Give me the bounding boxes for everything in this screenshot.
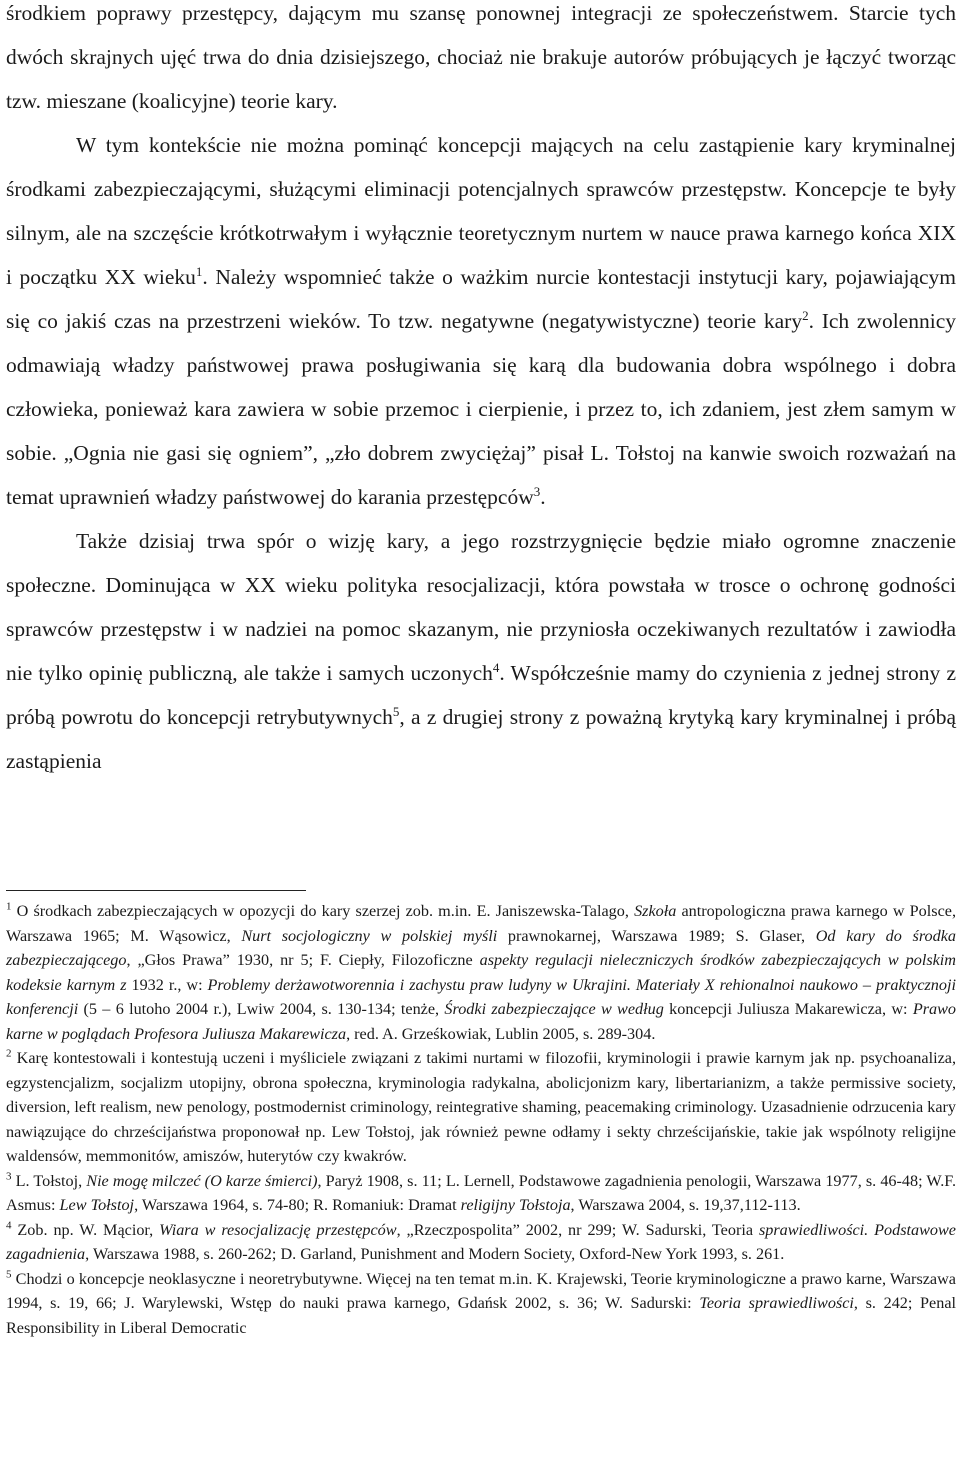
footnote-4-text: Zob. np. W. Mącior, (11, 1220, 160, 1239)
paragraph-2 (6, 123, 956, 519)
paragraph-1-text: środkiem poprawy przestępcy, dającym mu szansę ponownej integracji ze społeczeństwem. Starcie tych dwóch skrajnych ujęć trwa do dnia dzisiejszego, chociaż nie brakuje autorów próbujących je łączyć tworząc tzw. mieszane (koalicyjne) teorie kary. (6, 1, 956, 113)
paragraph-2-text-b: . Należy wspomnieć także o ważkim nurcie kontestacji instytucji kary, pojawiającym się co jakiś czas na przestrzeni wieków. To tzw. negatywne (negatywistyczne) teorie kary (6, 265, 957, 333)
paragraph-3-text-a: Także dzisiaj trwa spór o wizję kary, a jego rozstrzygnięcie będzie miało ogromne znaczenie społeczne. Dominująca w XX wieku polityka resocjalizacji, która powstała w trosce o ochronę godności sprawców przestępstw i w nadziei na pomoc skazanym, nie przyniosła oczekiwanych rezultatów i zawiodła nie tylko opinię publiczną, ale także i samych uczonych (6, 529, 956, 685)
footnote-5-title: Teoria sprawiedliwości (699, 1294, 854, 1312)
footnote-ref-3[interactable]: 3 (533, 483, 541, 499)
footnote-3-text: , Paryż 1908, s. 11; L. Lernell, Podstawowe zagadnienia penologii, Warszawa 1977, s. 46-48; W.F. Asmus: (6, 1171, 956, 1214)
footnote-3-title: religijny Tołstoja (460, 1196, 571, 1214)
footnote-3-text: L. Tołstoj, (11, 1171, 87, 1190)
footnote-1-number: 1 (6, 900, 12, 913)
footnote-4-number: 4 (6, 1219, 12, 1232)
footnote-1-text: , „Głos Prawa” 1930, nr 5; F. Ciepły, Filozoficzne (126, 951, 480, 969)
footnote-4-title: Wiara w resocjalizację przestępców (159, 1220, 397, 1239)
footnote-1-title: Nurt socjologiczny w polskiej myśli (241, 926, 498, 945)
footnote-1-title: Szkoła (634, 902, 677, 920)
footnote-ref-5[interactable]: 5 (392, 703, 400, 719)
footnote-1 (6, 899, 956, 1046)
paragraph-1 (6, 0, 956, 123)
footnote-5 (6, 1267, 956, 1341)
footnote-4-text: , Warszawa 1988, s. 260-262; D. Garland, Punishment and Modern Society, Oxford-New York 1993, s. 261. (85, 1245, 785, 1263)
footnote-1-title: Problemy derżawotworennia i zachystu praw ludyny w Ukrajini. Materiały X rehionalnoi naukowo – praktycznoji konferencji (6, 975, 956, 1018)
footnote-ref-4[interactable]: 4 (492, 659, 500, 675)
footnotes (6, 899, 956, 1340)
footnote-3-text: , Warszawa 2004, s. 19,37,112-113. (570, 1196, 801, 1214)
footnote-1-text: , red. A. Grześkowiak, Lublin 2005, s. 289-304. (346, 1024, 656, 1043)
main-text (6, 0, 956, 783)
document-page (6, 0, 957, 1337)
footnote-5-text: , s. 242; Penal Responsibility in Liberal Democratic (6, 1294, 956, 1337)
footnote-1-title: Środki zabezpieczające w według (444, 1000, 664, 1018)
footnote-ref-2[interactable]: 2 (802, 307, 809, 323)
paragraph-2-text-c: . Ich zwolennicy odmawiają władzy państwowej prawa posługiwania się karą dla budowania dobra wspólnego i dobra człowieka, ponieważ kara zawiera w sobie przemoc i cierpienie, i przez to, ich zdaniem, jest złem samym w sobie. „Ognia nie gasi się ogniem”, „zło dobrem zwyciężaj” pisał L. Tołstoj na kanwie swoich rozważań na temat uprawnień władzy państwowej do karania przestępców (6, 309, 956, 509)
footnote-1-title: Od kary do środka zabezpieczającego (6, 926, 956, 969)
paragraph-2-text-a: W tym kontekście nie można pominąć koncepcji mających na celu zastąpienie kary kryminalnej środkami zabezpieczającymi, służącymi eliminacji potencjalnych sprawców przestępstw. Koncepcje te były silnym, ale na szczęście krótkotrwałym i wyłącznie teoretycznym nurtem w nauce prawa karnego końca XIX i początku XX wieku (6, 133, 956, 289)
footnote-3 (6, 1169, 956, 1218)
paragraph-3-text-b: . Współcześnie mamy do czynienia z jednej strony z próbą powrotu do koncepcji retrybutywnych (6, 661, 957, 729)
footnote-3-title: Lew Tołstoj (59, 1196, 135, 1214)
footnote-4-title: sprawiedliwości. Podstawowe zagadnienia (6, 1220, 956, 1263)
footnote-3-number: 3 (6, 1170, 12, 1183)
footnote-1-title: Prawo karne w poglądach Profesora Juliusza Makarewicza (6, 1000, 957, 1043)
footnote-1-text: 1932 r., w: (126, 975, 208, 994)
footnote-ref-1[interactable]: 1 (195, 263, 203, 279)
footnote-1-text: antropologiczna prawa karnego w Polsce, Warszawa 1965; M. Wąsowicz, (6, 902, 956, 945)
footnote-5-number: 5 (6, 1268, 12, 1281)
paragraph-3 (6, 519, 956, 783)
footnote-3-text: , Warszawa 1964, s. 74-80; R. Romaniuk: Dramat (134, 1196, 461, 1214)
footnote-separator (6, 890, 306, 891)
footnote-2-text: Karę kontestowali i kontestują uczeni i myśliciele związani z takimi nurtami w filozofii, kryminologii i prawie karnym jak np. psychoanaliza, egzystencjalizm, socjalizm utopijny, obrona społeczna, kryminologia radykalna, abolicjonizm kary, libertarianizm, a także permissive society, diversion, left realism, new penology, postmodernist criminology, reintegrative shaming, peacemaking criminology. Uzasadnienie odrzucenia kary nawiązujące do chrześcijaństwa proponował np. Lew Tołstoj, jak również pewne odłamy i sekty chrześcijańskie, takie jak wspólnoty religijne waldensów, memmonitów, amiszów, huterytów czy kwakrów. (6, 1049, 956, 1165)
footnote-1-text: O środkach zabezpieczających w opozycji do kary szerzej zob. m.in. E. Janiszewska-Talago, (11, 902, 635, 920)
footnote-1-text: prawnokarnej, Warszawa 1989; S. Glaser, (497, 926, 816, 945)
footnote-4 (6, 1218, 956, 1267)
footnote-1-title: aspekty regulacji nieleczniczych środków zabezpieczających w polskim kodeksie karnym z (6, 951, 956, 994)
footnote-3-title: Nie mogę milczeć (O karze śmierci) (86, 1171, 318, 1190)
footnote-1-text: koncepcji Juliusza Makarewicza, w: (663, 1000, 913, 1018)
paragraph-2-text-d: . (540, 485, 546, 509)
footnote-5-text: Chodzi o koncepcje neoklasyczne i neoretrybutywne. Więcej na ten temat m.in. K. Krajewski, Teorie kryminologiczne a prawo karne, Warszawa 1994, s. 19, 66; J. Warylewski, Wstęp do nauki prawa karnego, Gdańsk 2002, s. 36; W. Sadurski: (6, 1269, 956, 1312)
footnote-2-number: 2 (6, 1047, 12, 1060)
footnote-4-text: , „Rzeczpospolita” 2002, nr 299; W. Sadurski, Teoria (396, 1220, 759, 1239)
paragraph-3-text-c: , a z drugiej strony z poważną krytyką kary kryminalnej i próbą zastąpienia (6, 705, 957, 773)
footnote-1-text: (5 – 6 lutoho 2004 r.), Lwiw 2004, s. 130-134; tenże, (78, 1000, 445, 1018)
footnote-2 (6, 1046, 956, 1169)
